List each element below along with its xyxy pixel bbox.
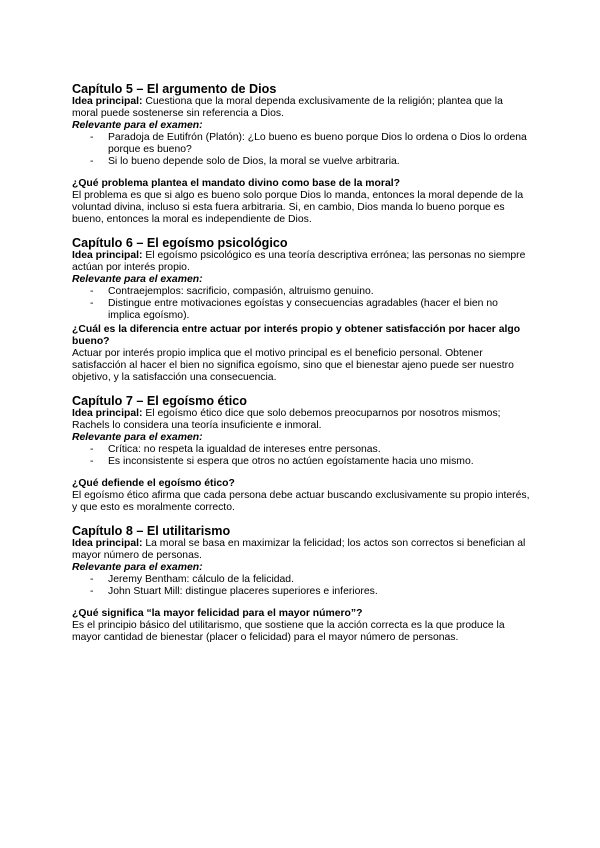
main-idea (72, 250, 530, 274)
exam-bullet-list (72, 286, 530, 322)
bullet-text: John Stuart Mill: distingue placeres superiores e inferiores. (108, 586, 378, 597)
bullet-dash: - (90, 286, 94, 297)
exam-bullet-list (72, 444, 530, 468)
main-idea-text: El egoísmo ético dice que solo debemos preocuparnos por nosotros mismos; Rachels lo considera una teoría insuficiente e inmoral. (72, 408, 501, 431)
exam-relevant-label: Relevante para el examen: (72, 120, 203, 131)
bullet-dash: - (90, 132, 94, 143)
main-idea (72, 538, 530, 562)
bullet-item (72, 574, 530, 586)
answer: Es el principio básico del utilitarismo, que sostiene que la acción correcta es la que produce la mayor cantidad de bienestar (placer o felicidad) para el mayor número de personas. (72, 620, 505, 643)
bullet-dash: - (90, 444, 94, 455)
main-idea-label: Idea principal: (72, 408, 143, 419)
answer: El problema es que si algo es bueno solo porque Dios lo manda, entonces la moral depende de la voluntad divina, incluso si esta fuera arbitraria. Si, en cambio, Dios manda lo bueno porque es bueno, entonces la moral es independiente de Dios. (72, 190, 524, 225)
exam-bullet-list (72, 574, 530, 598)
chapter-title: Capítulo 6 – El egoísmo psicológico (72, 236, 288, 250)
bullet-dash: - (90, 574, 94, 585)
main-idea (72, 408, 530, 432)
bullet-item (72, 586, 530, 598)
bullet-text: Si lo bueno depende solo de Dios, la moral se vuelve arbitraria. (108, 156, 400, 167)
bullet-text: Crítica: no respeta la igualdad de intereses entre personas. (108, 444, 381, 455)
bullet-item (72, 286, 530, 298)
main-idea-text: El egoísmo psicológico es una teoría descriptiva errónea; las personas no siempre actúan por interés propio. (72, 250, 526, 273)
bullet-text: Paradoja de Eutifrón (Platón): ¿Lo bueno es bueno porque Dios lo ordena o Dios lo ordena porque es bueno? (108, 132, 527, 155)
chapter-title: Capítulo 5 – El argumento de Dios (72, 82, 277, 96)
exam-relevant-label: Relevante para el examen: (72, 274, 203, 285)
bullet-dash: - (90, 156, 94, 167)
bullet-item (72, 456, 530, 468)
bullet-text: Jeremy Bentham: cálculo de la felicidad. (108, 574, 294, 585)
document-body (72, 82, 530, 644)
exam-relevant-label: Relevante para el examen: (72, 562, 203, 573)
exam-relevant-label: Relevante para el examen: (72, 432, 203, 443)
question: ¿Qué significa “la mayor felicidad para el mayor número”? (72, 608, 363, 619)
answer: El egoísmo ético afirma que cada persona debe actuar buscando exclusivamente su propio interés, y que esto es moralmente correcto. (72, 490, 530, 513)
bullet-text: Es inconsistente si espera que otros no actúen egoístamente hacia uno mismo. (108, 456, 474, 467)
chapter-5 (72, 82, 530, 226)
bullet-dash: - (90, 456, 94, 467)
chapter-8 (72, 524, 530, 644)
answer: Actuar por interés propio implica que el motivo principal es el beneficio personal. Obtener satisfacción al hacer el bien no significa egoísmo, sino que el bienestar ajeno puede ser nuestro objetivo, y la satisfacción una consecuencia. (72, 348, 514, 383)
bullet-dash: - (90, 586, 94, 597)
bullet-text: Distingue entre motivaciones egoístas y consecuencias agradables (hacer el bien no implica egoísmo). (108, 298, 498, 321)
question: ¿Qué problema plantea el mandato divino como base de la moral? (72, 178, 400, 189)
bullet-item (72, 444, 530, 456)
main-idea-label: Idea principal: (72, 250, 143, 261)
bullet-item (72, 132, 530, 156)
bullet-text: Contraejemplos: sacrificio, compasión, altruismo genuino. (108, 286, 374, 297)
main-idea-label: Idea principal: (72, 538, 143, 549)
question: ¿Qué defiende el egoísmo ético? (72, 478, 235, 489)
bullet-dash: - (90, 298, 94, 309)
chapter-7 (72, 394, 530, 514)
bullet-item (72, 156, 530, 168)
chapter-title: Capítulo 8 – El utilitarismo (72, 524, 231, 538)
main-idea-text: Cuestiona que la moral dependa exclusivamente de la religión; plantea que la moral puede sostenerse sin referencia a Dios. (72, 96, 503, 119)
chapter-6 (72, 236, 530, 384)
main-idea (72, 96, 530, 120)
main-idea-text: La moral se basa en maximizar la felicidad; los actos son correctos si benefician al mayor número de personas. (72, 538, 526, 561)
exam-bullet-list (72, 132, 530, 168)
bullet-item (72, 298, 530, 322)
question: ¿Cuál es la diferencia entre actuar por interés propio y obtener satisfacción por hacer algo bueno? (72, 324, 521, 347)
main-idea-label: Idea principal: (72, 96, 143, 107)
chapter-title: Capítulo 7 – El egoísmo ético (72, 394, 247, 408)
